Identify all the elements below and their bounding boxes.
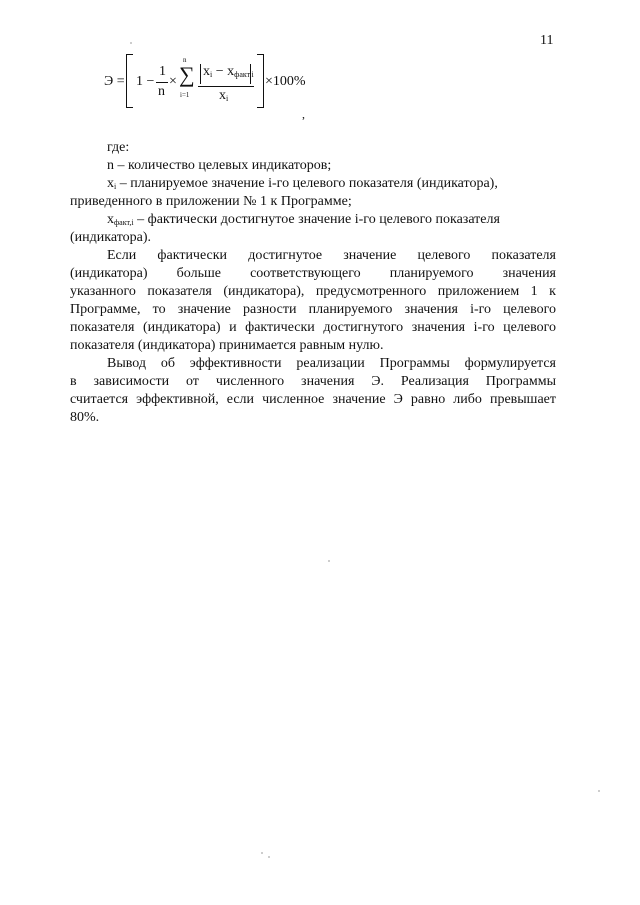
xi-definition-line-2: приведенного в приложении № 1 к Программе; (70, 194, 352, 209)
xfact-definition-line-2: (индикатора). (70, 230, 152, 245)
paragraph-1-line-6: показателя (индикатора) принимается равным нулю. (70, 338, 384, 353)
x-fact-var: x (227, 64, 235, 79)
right-bracket (257, 54, 264, 108)
formula-one: 1 (159, 64, 166, 79)
sum-lower-limit: i=1 (180, 91, 190, 99)
minus-sign: − (212, 64, 228, 79)
formula-lhs: Э = (104, 74, 125, 89)
formula-times-100: ×100% (265, 74, 306, 89)
scan-speck (328, 560, 330, 562)
x-i-den-var: x (219, 88, 226, 103)
x-i-den-sub: i (226, 94, 229, 103)
paragraph-1-line-1: Если фактически достигнутое значение целевого показателя (107, 248, 556, 263)
abs-bar-right (250, 64, 251, 84)
numerator (203, 64, 254, 80)
page-number: 11 (540, 33, 554, 48)
xi-def-text: – планируемое значение i-го целевого показателя (индикатора), (116, 176, 498, 191)
paragraph-1-line-5: показателя (индикатора) и фактически достигнутого значения i-го целевого (70, 320, 556, 335)
xfact-def-text: – фактически достигнутое значение i-го целевого показателя (133, 212, 500, 227)
abs-bar-left (200, 64, 201, 84)
xi-var: x (107, 176, 114, 191)
formula-one-minus: 1 − (136, 74, 155, 89)
left-bracket (126, 54, 133, 108)
scan-speck (130, 42, 132, 44)
where-label: где: (107, 140, 130, 155)
paragraph-1-line-3: указанного показателя (индикатора), предусмотренного приложением 1 к (70, 284, 556, 299)
sigma-symbol: ∑ (179, 62, 195, 87)
fraction-line-main (198, 86, 254, 87)
sum-upper-limit: n (183, 56, 187, 64)
x-fact-sub: факт,i (234, 70, 254, 79)
efficiency-formula (104, 50, 364, 122)
scan-speck (598, 790, 600, 792)
xi-sub: i (114, 182, 117, 191)
paragraph-2-line-2: в зависимости от численного значения Э. Реализация Программы (70, 374, 556, 389)
xfact-var: x (107, 212, 114, 227)
formula-times: × (169, 74, 177, 89)
paragraph-2-line-1: Вывод об эффективности реализации Программы формулируется (107, 356, 556, 371)
x-i-sub: i (210, 70, 213, 79)
scan-speck (261, 852, 263, 854)
x-i-var: x (203, 64, 210, 79)
scan-speck (268, 856, 270, 858)
paragraph-2-line-4: 80%. (70, 410, 100, 425)
n-definition: n – количество целевых индикаторов; (107, 158, 332, 173)
formula-trailing-comma: , (302, 107, 305, 121)
xfact-sub: факт,i (114, 218, 134, 227)
denominator (219, 88, 228, 104)
fraction-line-1-n (156, 82, 168, 83)
paragraph-1-line-2: (индикатора) больше соответствующего планируемого значения (70, 266, 556, 281)
paragraph-2-line-3: считается эффективной, если численное значение Э равно либо превышает (70, 392, 556, 407)
formula-n: n (158, 84, 165, 99)
paragraph-1-line-4: Программе, то значение разности планируемого значения i-го целевого (70, 302, 556, 317)
